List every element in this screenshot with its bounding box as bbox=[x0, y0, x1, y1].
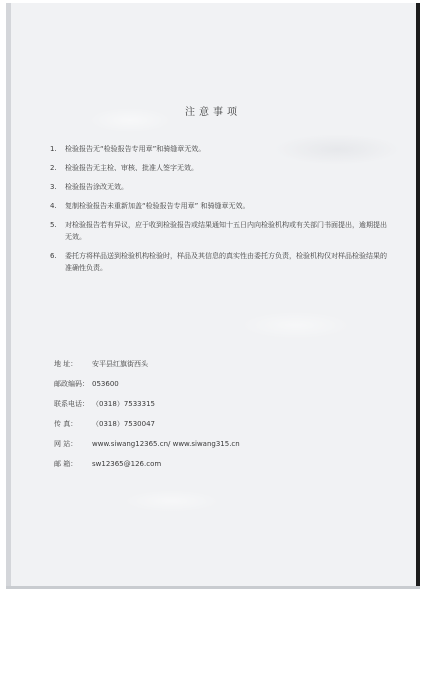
contact-value: sw12365@126.com bbox=[92, 460, 162, 468]
note-item bbox=[50, 219, 390, 243]
document-page bbox=[6, 3, 420, 589]
contact-value: www.siwang12365.cn/ www.siwang315.cn bbox=[92, 440, 240, 448]
contact-info bbox=[54, 359, 394, 479]
contact-postcode bbox=[54, 379, 394, 399]
contact-phone bbox=[54, 399, 394, 419]
contact-label: 地 址： bbox=[54, 360, 78, 368]
contact-label: 邮 箱： bbox=[54, 460, 78, 468]
contact-email bbox=[54, 459, 394, 479]
page-edge-left bbox=[6, 3, 11, 589]
contact-value: 安平县红旗街西头 bbox=[92, 360, 148, 368]
notes-list bbox=[50, 143, 390, 281]
note-text: 检验报告无“检验报告专用章”和骑缝章无效。 bbox=[65, 145, 206, 153]
contact-label: 传 真： bbox=[54, 420, 78, 428]
page-edge-bottom bbox=[6, 586, 420, 589]
page-title: 注意事项 bbox=[185, 107, 241, 118]
note-number: 2. bbox=[50, 164, 57, 172]
note-item bbox=[50, 143, 390, 155]
contact-value: 053600 bbox=[92, 380, 119, 388]
contact-website bbox=[54, 439, 394, 459]
contact-fax bbox=[54, 419, 394, 439]
note-item bbox=[50, 250, 390, 274]
note-text: 对检验报告若有异议，应于收到检验报告或结果通知十五日内向检验机构或有关部门书面提出，逾期提出无效。 bbox=[65, 221, 387, 241]
note-item bbox=[50, 181, 390, 193]
note-number: 6. bbox=[50, 252, 57, 260]
note-number: 3. bbox=[50, 183, 57, 191]
contact-label: 邮政编码： bbox=[54, 380, 89, 388]
page-edge-right bbox=[416, 3, 420, 589]
note-number: 4. bbox=[50, 202, 57, 210]
note-item bbox=[50, 200, 390, 212]
note-number: 1. bbox=[50, 145, 57, 153]
note-text: 检验报告无主检、审核、批准人签字无效。 bbox=[65, 164, 198, 172]
contact-label: 联系电话： bbox=[54, 400, 89, 408]
contact-address bbox=[54, 359, 394, 379]
contact-value: （0318）7530047 bbox=[92, 420, 155, 428]
note-item bbox=[50, 162, 390, 174]
note-text: 复制检验报告未重新加盖“检验报告专用章” 和骑缝章无效。 bbox=[65, 202, 250, 210]
contact-value: （0318）7533315 bbox=[92, 400, 155, 408]
note-number: 5. bbox=[50, 221, 57, 229]
note-text: 检验报告涂改无效。 bbox=[65, 183, 128, 191]
contact-label: 网 站： bbox=[54, 440, 78, 448]
note-text: 委托方将样品送到检验机构检验时，样品及其信息的真实性由委托方负责，检验机构仅对样品检验结果的准确性负责。 bbox=[65, 252, 387, 272]
